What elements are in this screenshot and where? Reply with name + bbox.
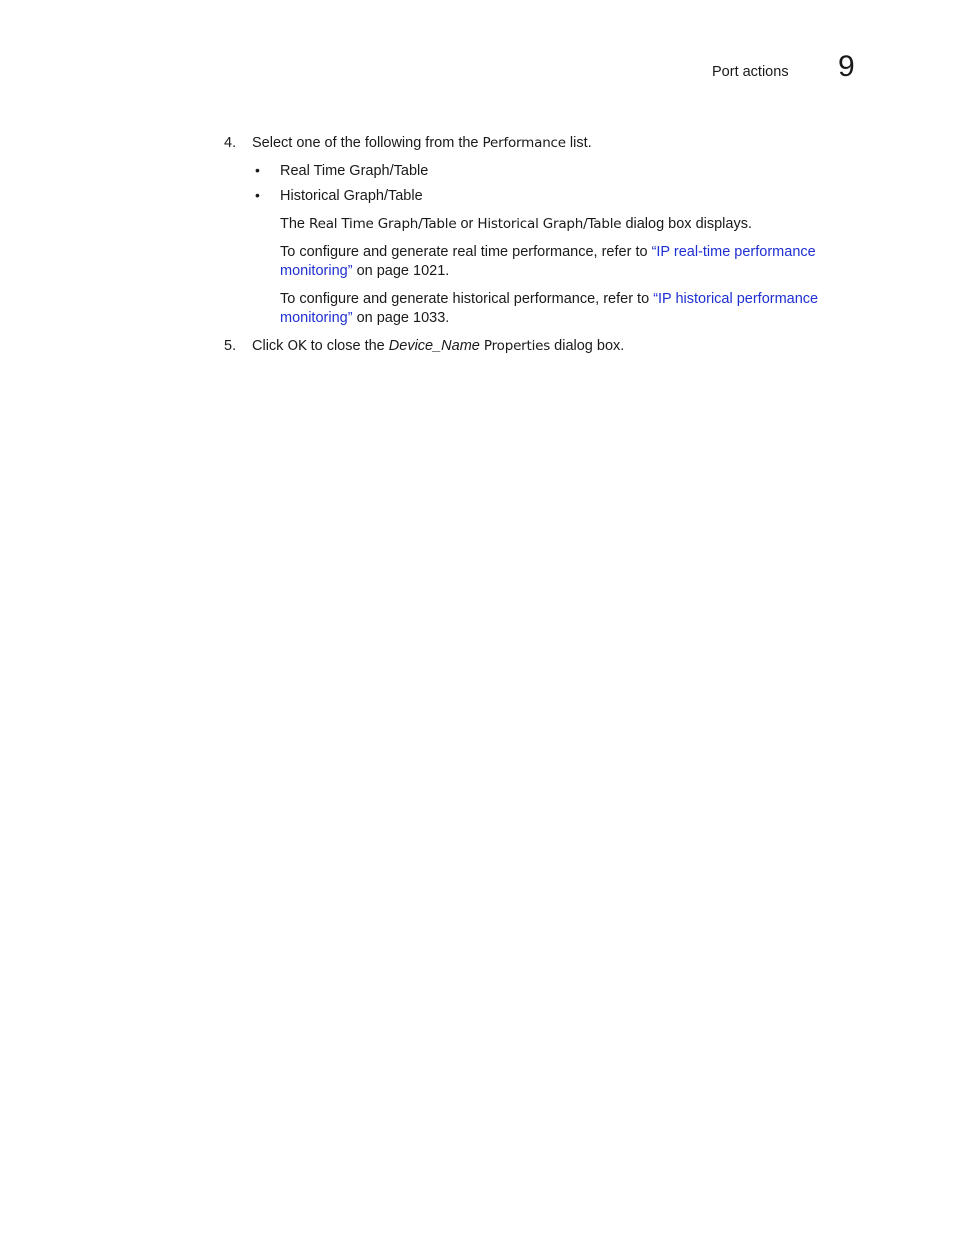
link-ip-historical-monitoring[interactable]: “IP historical performance: [653, 291, 819, 307]
ui-term-performance: Performance: [482, 135, 566, 151]
step-5-text: [252, 338, 624, 354]
ui-term-properties: Properties: [483, 338, 551, 354]
paragraph-text: or: [460, 216, 474, 232]
step-text: dialog box.: [554, 338, 625, 354]
step-number: 5.: [224, 338, 237, 354]
step-text: Click: [252, 338, 284, 354]
paragraph-text: dialog box displays.: [625, 216, 752, 232]
bullet-icon: •: [255, 187, 260, 203]
step-text: to close the: [310, 338, 385, 354]
chapter-number: 9: [838, 50, 855, 83]
result-paragraph: [280, 216, 752, 232]
paragraph-text: The: [280, 216, 305, 232]
paragraph-text: on page 1033.: [356, 310, 450, 326]
bullet-icon: •: [255, 162, 260, 178]
historical-ref-line-2: [280, 310, 449, 326]
paragraph-text: To configure and generate historical performance, refer to: [280, 291, 650, 307]
section-title: Port actions: [712, 64, 789, 80]
ui-term-historical: Historical Graph/Table: [477, 216, 622, 232]
link-ip-realtime-monitoring-cont[interactable]: monitoring”: [280, 263, 353, 279]
link-ip-historical-monitoring-cont[interactable]: monitoring”: [280, 310, 353, 326]
paragraph-text: on page 1021.: [356, 263, 450, 279]
realtime-ref-line-2: [280, 263, 449, 279]
italic-term-device-name: Device_Name: [388, 338, 480, 354]
link-ip-realtime-monitoring[interactable]: “IP real-time performance: [651, 244, 816, 260]
ui-term-ok: OK: [287, 338, 307, 354]
step-text: list.: [569, 135, 592, 151]
realtime-ref-line-1: [280, 244, 816, 260]
list-item-option: Real Time Graph/Table: [280, 163, 429, 179]
historical-ref-line-1: [280, 291, 818, 307]
paragraph-text: To configure and generate real time performance, refer to: [280, 244, 648, 260]
step-text: Select one of the following from the: [252, 135, 479, 151]
step-4-text: [252, 135, 592, 151]
step-number: 4.: [224, 135, 237, 151]
list-item-option: Historical Graph/Table: [280, 188, 423, 204]
ui-term-real-time: Real Time Graph/Table: [309, 216, 457, 232]
